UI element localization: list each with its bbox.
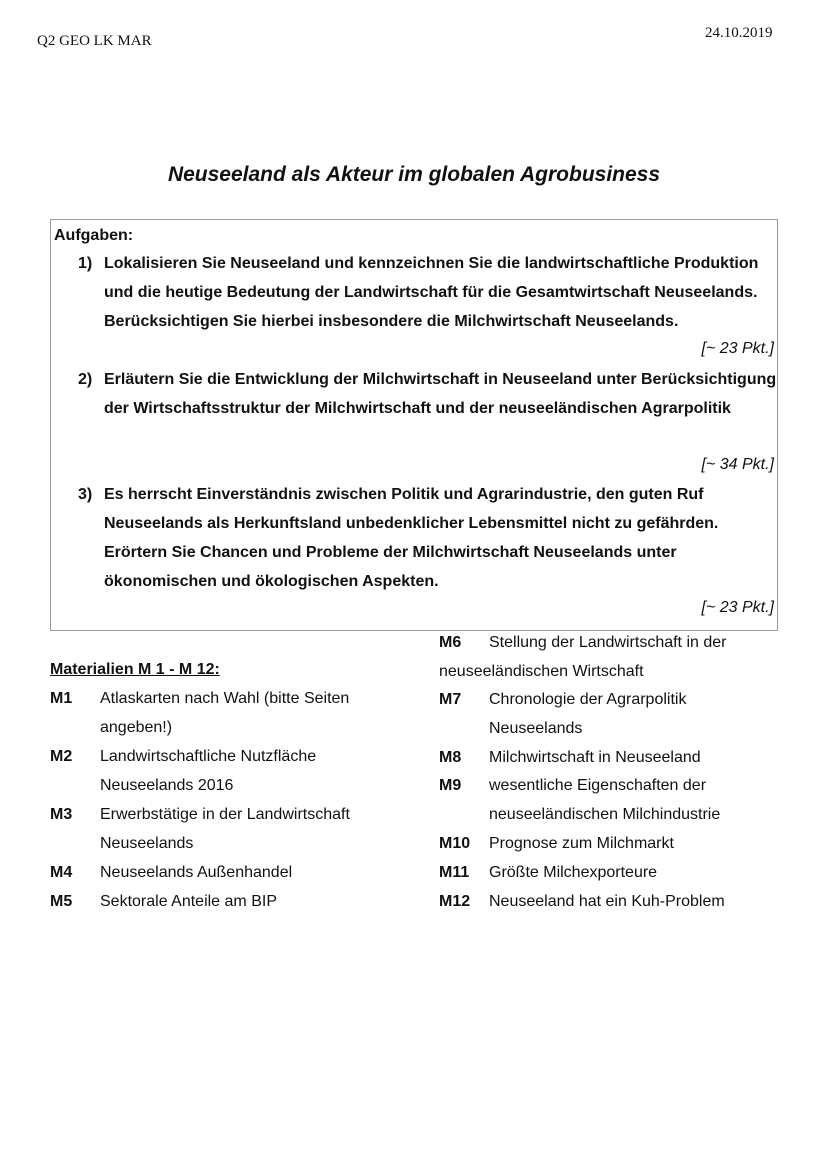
material-code: M2: [50, 748, 73, 765]
material-code: M1: [50, 690, 73, 707]
task-1: [78, 249, 778, 336]
task-3: [78, 480, 778, 596]
date-label: 24.10.2019: [705, 25, 773, 41]
material-text: Größte Milchexporteure: [489, 864, 658, 881]
material-code: M9: [439, 777, 462, 794]
task-2: [78, 365, 778, 423]
task-number: 1): [78, 255, 93, 272]
material-code: M5: [50, 893, 73, 910]
page-title: Neuseeland als Akteur im globalen Agrobusiness: [167, 163, 661, 186]
material-text: Neuseeland hat ein Kuh-Problem: [489, 893, 725, 910]
material-text: Chronologie der Agrarpolitik Neuseelands: [489, 691, 687, 737]
material-code: M10: [439, 835, 471, 852]
task-text: Erläutern Sie die Entwicklung der Milchwirtschaft in Neuseeland unter Berücksichtigung der Wirtschaftsstruktur der Milchwirtschaft und der neuseeländischen Agrarpolitik: [104, 371, 777, 417]
material-code: M4: [50, 864, 73, 881]
material-text: Erwerbstätige in der Landwirtschaft Neuseelands: [100, 806, 350, 852]
material-text: Neuseelands Außenhandel: [100, 864, 293, 881]
task-number: 2): [78, 371, 93, 388]
material-text: Milchwirtschaft in Neuseeland: [489, 749, 701, 766]
material-text: Stellung der Landwirtschaft in der neuseeländischen Wirtschaft: [439, 634, 727, 680]
material-code: M12: [439, 893, 471, 910]
task-text: Lokalisieren Sie Neuseeland und kennzeichnen Sie die landwirtschaftliche Produktion und die heutige Bedeutung der Landwirtschaft für die Gesamtwirtschaft Neuseelands. Berücksichtigen Sie hierbei insbesondere die Milchwirtschaft Neuseelands.: [104, 255, 759, 330]
task-number: 3): [78, 486, 93, 503]
task-points: [~ 23 Pkt.]: [701, 340, 774, 357]
material-code: M6: [439, 634, 462, 651]
material-text: Landwirtschaftliche Nutzfläche Neuseelands 2016: [100, 748, 317, 794]
task-text: Es herrscht Einverständnis zwischen Politik und Agrarindustrie, den guten Ruf Neuseelands als Herkunftsland unbedenklicher Lebensmittel nicht zu gefährden. Erörtern Sie Chancen und Probleme der Milchwirtschaft Neuseelands unter ökonomischen und ökologischen Aspekten.: [104, 486, 719, 590]
material-code: M11: [439, 864, 470, 881]
material-code: M3: [50, 806, 73, 823]
material-text: wesentliche Eigenschaften der neuseeländischen Milchindustrie: [489, 777, 721, 823]
task-points: [~ 23 Pkt.]: [701, 599, 774, 616]
materials-heading: Materialien M 1 - M 12:: [50, 661, 220, 678]
material-code: M8: [439, 749, 462, 766]
material-code: M7: [439, 691, 462, 708]
tasks-label: Aufgaben:: [54, 227, 134, 244]
material-text: Prognose zum Milchmarkt: [489, 835, 674, 852]
material-text: Atlaskarten nach Wahl (bitte Seiten angeben!): [100, 690, 350, 736]
task-points: [~ 34 Pkt.]: [701, 456, 774, 473]
course-label: Q2 GEO LK MAR: [37, 33, 152, 49]
material-text: Sektorale Anteile am BIP: [100, 893, 277, 910]
